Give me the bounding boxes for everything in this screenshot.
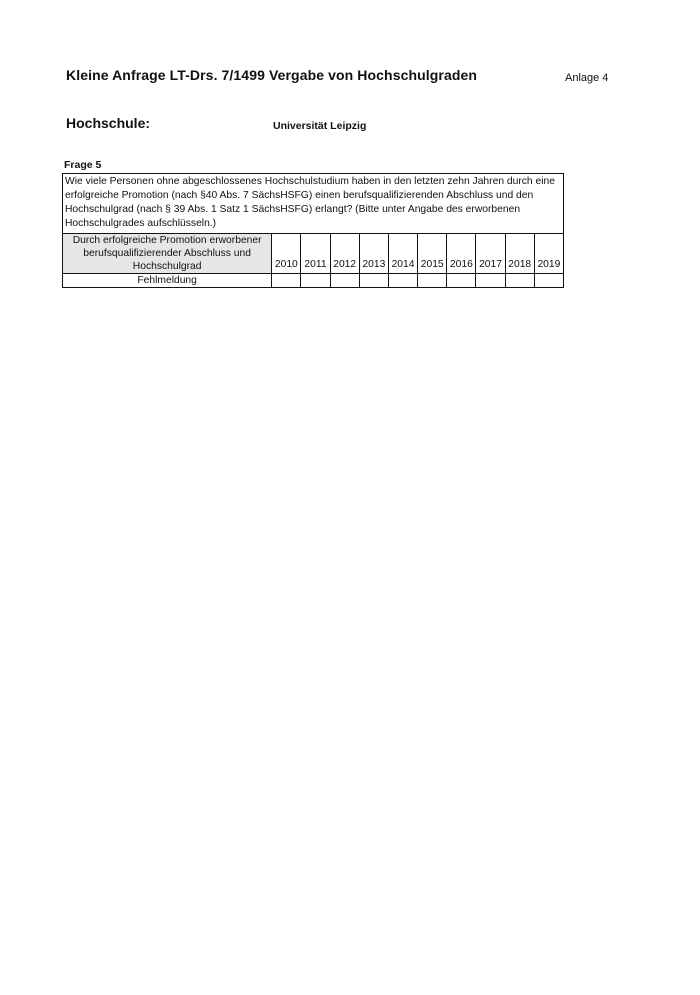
table-cell <box>447 274 476 288</box>
year-header: 2013 <box>359 234 388 274</box>
year-header: 2011 <box>301 234 330 274</box>
table-row <box>63 274 564 288</box>
year-header: 2019 <box>534 234 563 274</box>
table-cell <box>476 274 505 288</box>
year-header: 2010 <box>272 234 301 274</box>
table-cell <box>301 274 330 288</box>
table-cell <box>330 274 359 288</box>
hochschule-value: Universität Leipzig <box>273 120 367 132</box>
table-header-row <box>63 234 564 274</box>
table-cell <box>388 274 417 288</box>
frage-label: Frage 5 <box>64 159 102 171</box>
table-cell <box>418 274 447 288</box>
year-header: 2012 <box>330 234 359 274</box>
page-title: Kleine Anfrage LT-Drs. 7/1499 Vergabe von Hochschulgraden <box>66 67 478 83</box>
year-header: 2017 <box>476 234 505 274</box>
answer-table <box>62 173 564 288</box>
table-cell <box>534 274 563 288</box>
year-header: 2018 <box>505 234 534 274</box>
table-cell <box>272 274 301 288</box>
anlage-label: Anlage 4 <box>565 72 609 84</box>
table-cell <box>359 274 388 288</box>
table-cell <box>505 274 534 288</box>
hochschule-label: Hochschule: <box>66 115 151 131</box>
year-header: 2015 <box>418 234 447 274</box>
column-header: Durch erfolgreiche Promotion erworbener berufsqualifizierender Abschluss und Hochschulgrad <box>63 234 272 274</box>
year-header: 2014 <box>388 234 417 274</box>
question-text: Wie viele Personen ohne abgeschlossenes Hochschulstudium haben in den letzten zehn Jahren durch eine erfolgreiche Promotion (nach §40 Abs. 7 SächsHSFG) einen berufsqualifizierenden Abschluss und den Hochschulgrad (nach § 39 Abs. 1 Satz 1 SächsHSFG) erlangt? (Bitte unter Angabe des erworbenen Hochschulgrades aufschlüsseln.) <box>63 174 564 234</box>
question-row <box>63 174 564 234</box>
year-header: 2016 <box>447 234 476 274</box>
row-label: Fehlmeldung <box>63 274 272 288</box>
